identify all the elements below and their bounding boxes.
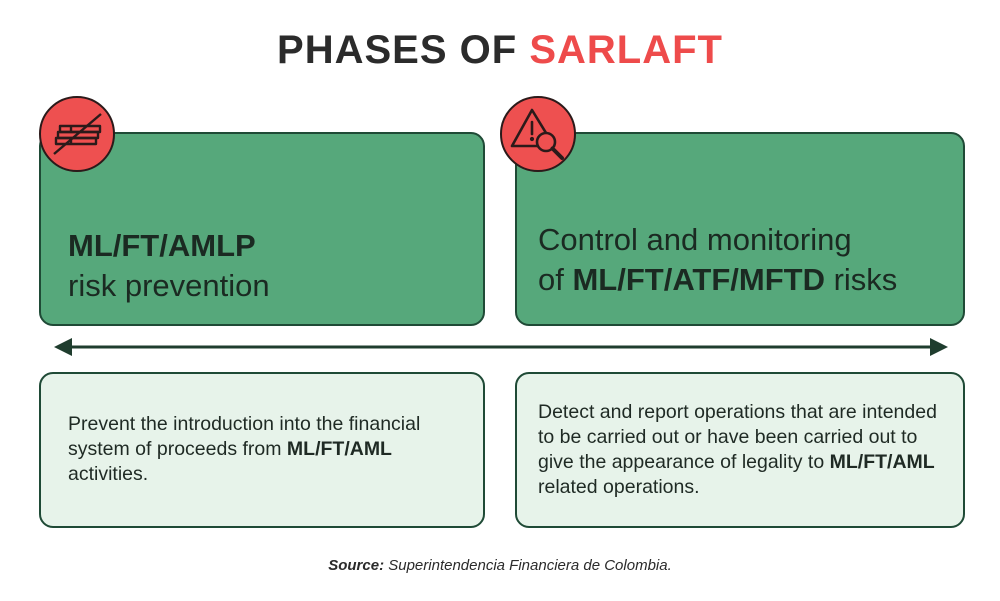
heading-rest: risk prevention (68, 268, 270, 303)
title-accent: SARLAFT (529, 28, 723, 72)
description-tail: activities. (68, 463, 149, 485)
title-prefix: PHASES OF (277, 28, 530, 72)
page-title (0, 28, 1000, 73)
description-bold: ML/FT/AML (286, 438, 392, 460)
heading-bold: ML/FT/AMLP (68, 228, 256, 263)
description-body: Detect and report operations that are intended to be carried out or have been carried out to give the appearance of legality to (538, 401, 937, 473)
heading-suffix: risks (824, 262, 898, 297)
description-text (68, 412, 469, 487)
no-money-icon (39, 96, 115, 172)
alert-magnifier-icon (500, 96, 576, 172)
heading-line1: Control and monitoring (538, 222, 852, 257)
phase-description-prevention (39, 372, 485, 528)
description-bold: ML/FT/AML (829, 451, 935, 473)
timeline-arrow (52, 334, 950, 360)
heading-prefix: of (538, 262, 573, 297)
phase-heading-prevention (68, 226, 270, 306)
heading-bold: ML/FT/ATF/MFTD (572, 262, 825, 297)
description-tail: related operations. (538, 476, 700, 498)
source-note (0, 557, 1000, 574)
source-text: Superintendencia Financiera de Colombia. (384, 557, 672, 574)
phase-description-monitoring (515, 372, 965, 528)
description-text (538, 400, 949, 500)
source-label: Source: (328, 557, 385, 574)
phase-heading-monitoring (538, 220, 897, 300)
phase-card-monitoring (515, 132, 965, 326)
description-body: Prevent the introduction into the financial system of proceeds from (68, 413, 421, 460)
